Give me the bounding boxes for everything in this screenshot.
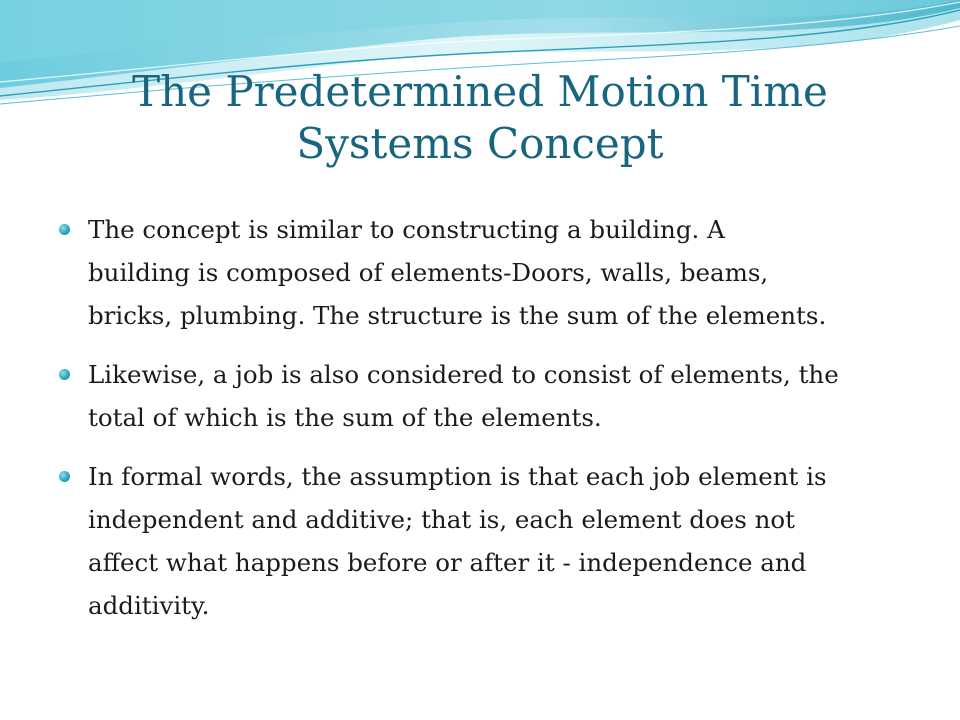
bullet-item [56, 353, 916, 439]
bullet-text-line: In formal words, the assumption is that each job element is [88, 462, 827, 491]
bullet-text-line: The concept is similar to constructing a building. A [88, 215, 725, 244]
bullet-text-line: building is composed of elements-Doors, walls, beams, [88, 258, 769, 287]
bullet-item [56, 455, 916, 627]
bullet-text-line: independent and additive; that is, each element does not [88, 505, 795, 534]
bullet-text-line: bricks, plumbing. The structure is the sum of the elements. [88, 301, 827, 330]
title-line-2: Systems Concept [296, 119, 664, 168]
bullet-text-line: additivity. [88, 591, 210, 620]
bullet-text-line: total of which is the sum of the elements. [88, 403, 602, 432]
bullet-dot-icon [59, 471, 70, 482]
title-line-1: The Predetermined Motion Time [132, 67, 828, 116]
bullet-list [56, 208, 916, 643]
bullet-text-line: Likewise, a job is also considered to consist of elements, the [88, 360, 839, 389]
bullet-dot-icon [59, 224, 70, 235]
slide-title [60, 66, 900, 170]
bullet-text-line: affect what happens before or after it - independence and [88, 548, 807, 577]
bullet-dot-icon [59, 369, 70, 380]
bullet-item [56, 208, 916, 337]
